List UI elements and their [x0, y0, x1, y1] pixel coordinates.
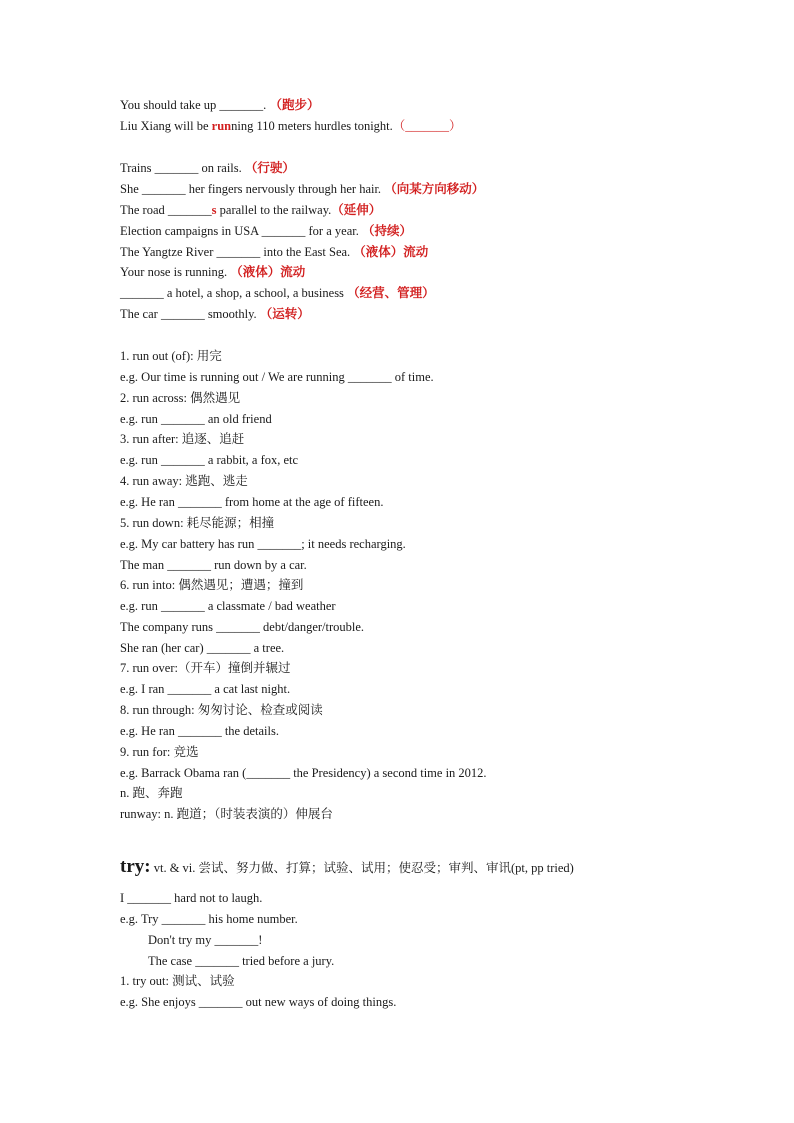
- example-run-for: e.g. Barrack Obama ran (_______ the Presidency) a second time in 2012.: [120, 766, 487, 780]
- line-road: The road _______s parallel to the railway.（延伸）: [120, 203, 382, 217]
- example-run-through: e.g. He ran _______ the details.: [120, 724, 279, 738]
- heading-try: [120, 855, 574, 880]
- line-car: The car _______ smoothly. （运转）: [120, 307, 310, 321]
- example-try-3: Don't try my _______!: [148, 933, 263, 947]
- noun-run: n. 跑、奔跑: [120, 786, 183, 800]
- example-run-into-2: The company runs _______ debt/danger/trouble.: [120, 620, 365, 634]
- example-try-2: e.g. Try _______ his home number.: [120, 912, 298, 926]
- line-liu-xiang: Liu Xiang will be running 110 meters hurdles tonight.（_______）: [120, 119, 462, 133]
- example-run-down: e.g. My car battery has run _______; it needs recharging.: [120, 537, 406, 551]
- line-yangtze: The Yangtze River _______ into the East Sea. （液体）流动: [120, 245, 429, 259]
- phrase-run-out: 1. run out (of): 用完: [120, 349, 222, 363]
- line-hotel: _______ a hotel, a shop, a school, a business （经营、管理）: [120, 286, 435, 300]
- line-trains: Trains _______ on rails. （行驶）: [120, 161, 295, 175]
- line-fingers: She _______ her fingers nervously through her hair. （向某方向移动）: [120, 182, 485, 196]
- example-try-4: The case _______ tried before a jury.: [148, 954, 335, 968]
- phrase-run-for: 9. run for: 竞选: [120, 745, 199, 759]
- phrase-try-out: 1. try out: 测试、试验: [120, 974, 235, 988]
- phrase-run-across: 2. run across: 偶然遇见: [120, 391, 241, 405]
- example-run-into-3: She ran (her car) _______ a tree.: [120, 641, 285, 655]
- phrase-run-over: 7. run over:（开车）撞倒并辗过: [120, 661, 291, 675]
- example-run-across: e.g. run _______ an old friend: [120, 412, 272, 426]
- headword-try: try:: [120, 856, 151, 877]
- phrase-run-through: 8. run through: 匆匆讨论、检查或阅读: [120, 703, 323, 717]
- phrase-run-into: 6. run into: 偶然遇见；遭遇；撞到: [120, 578, 304, 592]
- line-election: Election campaigns in USA _______ for a year. （持续）: [120, 224, 412, 238]
- example-run-away: e.g. He ran _______ from home at the age of fifteen.: [120, 495, 384, 509]
- example-run-after: e.g. run _______ a rabbit, a fox, etc: [120, 453, 299, 467]
- example-run-into: e.g. run _______ a classmate / bad weather: [120, 599, 336, 613]
- definition-try: vt. & vi. 尝试、努力做、打算；试验、试用；使忍受；审判、审讯(pt, pp tried): [150, 861, 574, 875]
- line-nose: Your nose is running. （液体）流动: [120, 265, 306, 279]
- example-run-out: e.g. Our time is running out / We are running _______ of time.: [120, 370, 434, 384]
- example-run-over: e.g. I ran _______ a cat last night.: [120, 682, 291, 696]
- phrase-run-away: 4. run away: 逃跑、逃走: [120, 474, 248, 488]
- example-run-down-2: The man _______ run down by a car.: [120, 558, 307, 572]
- phrase-run-after: 3. run after: 追逐、追赶: [120, 432, 245, 446]
- example-try-1: I _______ hard not to laugh.: [120, 891, 263, 905]
- noun-runway: runway: n. 跑道；（时装表演的）伸展台: [120, 807, 333, 821]
- phrase-run-down: 5. run down: 耗尽能源；相撞: [120, 516, 275, 530]
- line-take-up: You should take up _______. （跑步）: [120, 98, 320, 112]
- example-try-out: e.g. She enjoys _______ out new ways of doing things.: [120, 995, 397, 1009]
